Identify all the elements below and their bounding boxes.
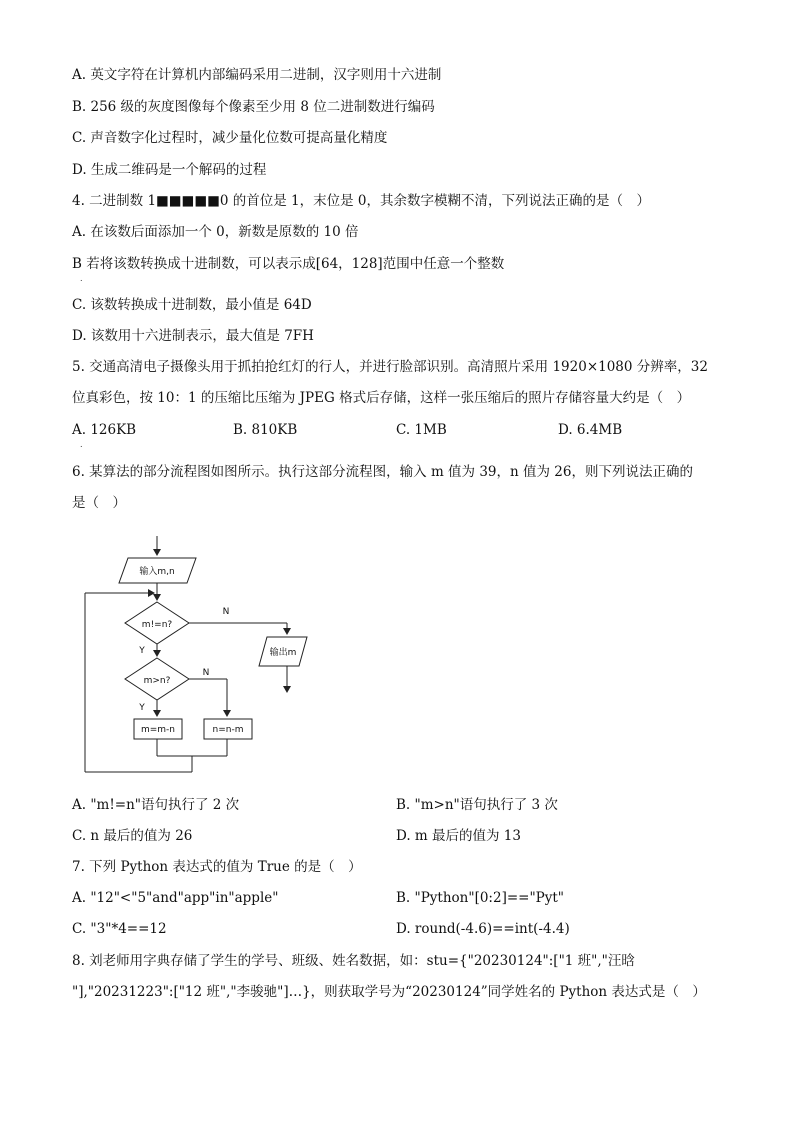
q6-stem-line2: 是（ ） — [72, 495, 126, 511]
flowchart-output-label: 输出m — [269, 648, 297, 658]
q3-option-b: B. 256 级的灰度图像每个像素至少用 8 位二进制数进行编码 — [72, 99, 435, 115]
q8-stem-line2: "],"20231223":["12 班","李骏驰"]…}，则获取学号为“20230124”同学姓名的 Python 表达式是（ ） — [72, 984, 706, 1000]
q4-option-d: D. 该数用十六进制表示，最大值是 7FH — [72, 328, 314, 344]
q4-option-c: C. 该数转换成十进制数，最小值是 64D — [72, 297, 312, 313]
stray-dot: . — [80, 274, 83, 283]
q7-option-b: B. "Python"[0:2]=="Pyt" — [396, 890, 565, 906]
q7-option-c: C. "3"*4==12 — [72, 921, 167, 937]
flowchart-assign-n-label: n=n-m — [212, 725, 244, 735]
flowchart-yes-label-1: Y — [139, 646, 145, 656]
q6-option-b: B. "m>n"语句执行了 3 次 — [396, 797, 558, 813]
flowchart-cond1-label: m!=n? — [141, 620, 173, 630]
q5-option-b: B. 810KB — [233, 422, 298, 438]
q6-option-a: A. "m!=n"语句执行了 2 次 — [72, 797, 240, 813]
flowchart-no-label-2: N — [202, 668, 210, 678]
q4-option-a: A. 在该数后面添加一个 0，新数是原数的 10 倍 — [72, 224, 359, 240]
flowchart-cond2-label: m>n? — [143, 676, 171, 686]
q8-stem-line1: 8. 刘老师用字典存储了学生的学号、班级、姓名数据，如：stu={"20230124":["1 班","汪晗 — [72, 953, 635, 969]
flowchart-yes-label-2: Y — [139, 703, 145, 713]
flowchart-input-label: 输入m,n — [139, 567, 175, 577]
q5-option-a: A. 126KB — [72, 422, 137, 438]
q3-option-d: D. 生成二维码是一个解码的过程 — [72, 162, 267, 178]
q5-option-d: D. 6.4MB — [558, 422, 623, 438]
q4-stem: 4. 二进制数 1■■■■■0 的首位是 1，末位是 0，其余数字模糊不清，下列说法正确的是（ ） — [72, 193, 650, 209]
stray-dot: . — [80, 440, 83, 449]
q3-option-c: C. 声音数字化过程时，减少量化位数可提高量化精度 — [72, 130, 388, 146]
q6-option-d: D. m 最后的值为 13 — [396, 828, 521, 844]
q5-stem-line1: 5. 交通高清电子摄像头用于抓拍抢红灯的行人，并进行脸部识别。高清照片采用 1920×1080 分辨率，32 — [72, 359, 708, 375]
q3-option-a: A. 英文字符在计算机内部编码采用二进制，汉字则用十六进制 — [72, 67, 442, 83]
q6-stem-line1: 6. 某算法的部分流程图如图所示。执行这部分流程图，输入 m 值为 39，n 值为 26，则下列说法正确的 — [72, 464, 693, 480]
flowchart-assign-m-label: m=m-n — [140, 725, 176, 735]
q7-option-d: D. round(-4.6)==int(-4.4) — [396, 921, 570, 937]
q4-option-b: B 若将该数转换成十进制数，可以表示成[64，128]范围中任意一个整数 — [72, 256, 505, 272]
q5-option-c: C. 1MB — [396, 422, 447, 438]
q5-stem-line2: 位真彩色，按 10：1 的压缩比压缩为 JPEG 格式后存储，这样一张压缩后的照片存储容量大约是（ ） — [72, 390, 691, 406]
q7-stem: 7. 下列 Python 表达式的值为 True 的是（ ） — [72, 859, 362, 875]
q7-option-a: A. "12"<"5"and"app"in"apple" — [72, 890, 279, 906]
q6-option-c: C. n 最后的值为 26 — [72, 828, 193, 844]
flowchart-no-label-1: N — [222, 607, 230, 617]
